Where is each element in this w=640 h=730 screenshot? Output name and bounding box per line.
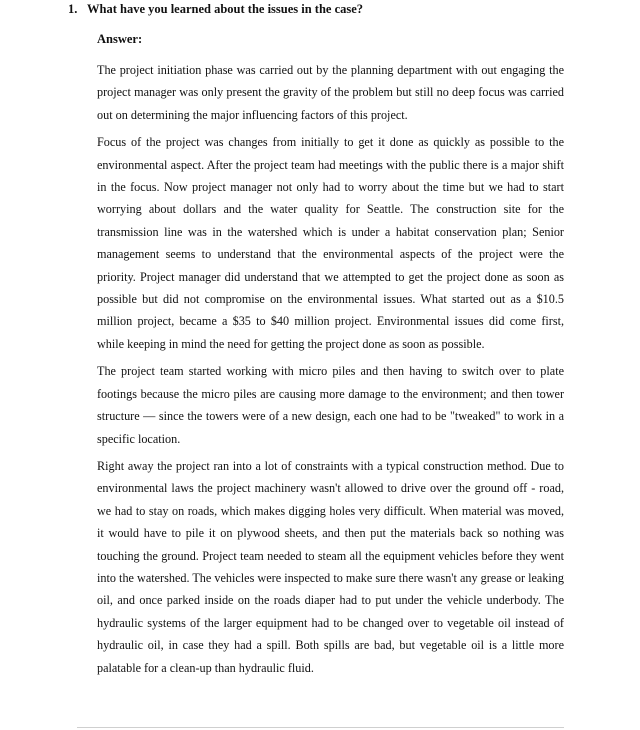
answer-paragraph-1: The project initiation phase was carried out by the planning department with out engaging the project manager was only present the gravity of the problem but still no deep focus was carried out on determining the major influencing factors of this project. xyxy=(97,63,564,122)
answer-label: Answer: xyxy=(97,32,143,46)
question-heading xyxy=(68,2,363,17)
answer-paragraph-3: The project team started working with micro piles and then having to switch over to plate footings because the micro piles are causing more damage to the environment; and then tower structure — since the towers were of a new design, each one had to be "tweaked" to work in a specific location. xyxy=(97,364,564,446)
question-number: 1. xyxy=(68,2,78,16)
answer-block xyxy=(97,32,564,684)
question-text: What have you learned about the issues in the case? xyxy=(87,2,364,16)
answer-paragraph-4: Right away the project ran into a lot of constraints with a typical construction method. Due to environmental laws the project machinery wasn't allowed to drive over the ground off - road, we had to stay on roads, which makes digging holes very difficult. When material was moved, it would have to pile it on plywood sheets, and then put the materials back so nothing was touching the ground. Project team needed to steam all the equipment vehicles before they went into the watershed. The vehicles were inspected to make sure there wasn't any grease or leaking oil, and once parked inside on the roads diaper had to put under the vehicle underbody. The hydraulic systems of the larger equipment had to be changed over to vegetable oil instead of hydraulic oil, in case they had a spill. Both spills are bad, but vegetable oil is a little more palatable for a clean-up than hydraulic fluid. xyxy=(97,458,564,675)
bottom-divider xyxy=(77,727,564,728)
answer-paragraph-2: Focus of the project was changes from initially to get it done as quickly as possible to the environmental aspect. After the project team had meetings with the public there is a major shift in the focus. Now project manager not only had to worry about the time but we had to start worrying about dollars and the water quality for Seattle. The construction site for the transmission line was in the watershed which is under a habitat conservation plan; Senior management seems to understand that the environmental aspects of the project were the priority. Project manager did understand that we attempted to get the project done as soon as possible but did not compromise on the environmental issues. What started out as a $10.5 million project, became a $35 to $40 million project. Environmental issues did come first, while keeping in mind the need for getting the project done as soon as possible. xyxy=(97,135,564,351)
